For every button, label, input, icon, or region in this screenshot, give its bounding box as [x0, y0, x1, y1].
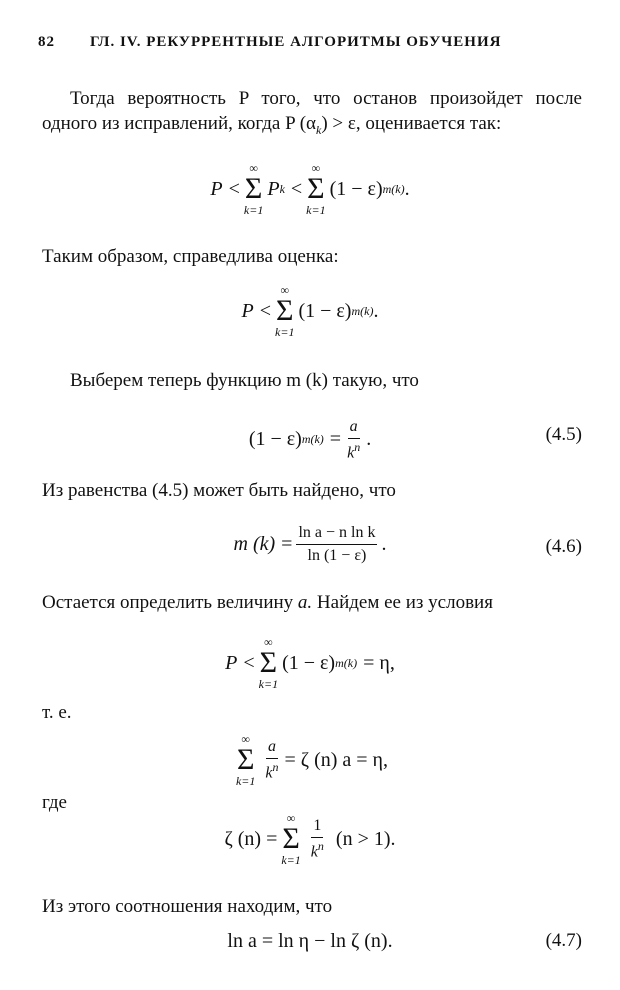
equation-number: (4.6) — [545, 536, 582, 557]
equation-6: ∞ Σ k=1 $\frac{a}{k^n}$ = ζ (n) a = η, — [235, 732, 389, 788]
equation-number: (4.7) — [545, 930, 582, 951]
equation-5: P < ∞ Σ k=1 (1 − ε) m(k) = η, — [225, 635, 395, 691]
paragraph-3: Выберем теперь функцию m (k) такую, что — [70, 370, 419, 391]
sum-symbol: ∞ Σ k=1 — [235, 732, 256, 788]
paragraph-1: Тогда вероятность P того, что останов произойдет после одного из исправлений, когда P $(\alpha_k) > \varepsilon$, оценивается так: — [42, 88, 582, 137]
sum-symbol: ∞ Σ k=1 — [281, 811, 301, 867]
paragraph-6: т. е. — [42, 702, 72, 723]
paragraph-8: Из этого соотношения находим, что — [42, 896, 333, 917]
equation-8: ln a = ln η − ln ζ (n). (4.7) — [227, 930, 582, 952]
running-title: ГЛ. IV. РЕКУРРЕНТНЫЕ АЛГОРИТМЫ ОБУЧЕНИЯ — [90, 34, 502, 50]
equation-4: m (k) = $\frac{\text{ln a − n ln k}}{\ln (1 - \varepsilon)}$ . (4.6) — [233, 524, 582, 564]
equation-number: (4.5) — [545, 424, 582, 445]
equation-3: (1 − ε) m(k) = $\frac{a}{k^n}$ . (4.5) — [248, 418, 582, 461]
equation-7: ζ (n) = ∞ Σ k=1 $\frac{1}{k^n}$ (n > 1). — [224, 811, 396, 867]
sum-symbol: ∞ Σ k=1 — [243, 161, 264, 217]
paragraph-4: Из равенства (4.5) может быть найдено, что — [42, 480, 396, 501]
equation-2: P < ∞ Σ k=1 (1 − ε) m(k) . — [241, 283, 379, 339]
paragraph-5: Остается определить величину a. Найдем ее из условия — [42, 592, 493, 613]
paragraph-7: где — [42, 792, 67, 813]
sum-symbol: ∞ Σ k=1 — [275, 283, 295, 339]
sum-symbol: ∞ Σ k=1 — [306, 161, 326, 217]
page-number: 82 — [38, 34, 55, 50]
equation-1: P < ∞ Σ k=1 P k < ∞ Σ k=1 (1 − ε) m(k) . — [210, 161, 410, 217]
paragraph-2: Таким образом, справедлива оценка: — [42, 246, 339, 267]
sum-symbol: ∞ Σ k=1 — [258, 635, 279, 691]
